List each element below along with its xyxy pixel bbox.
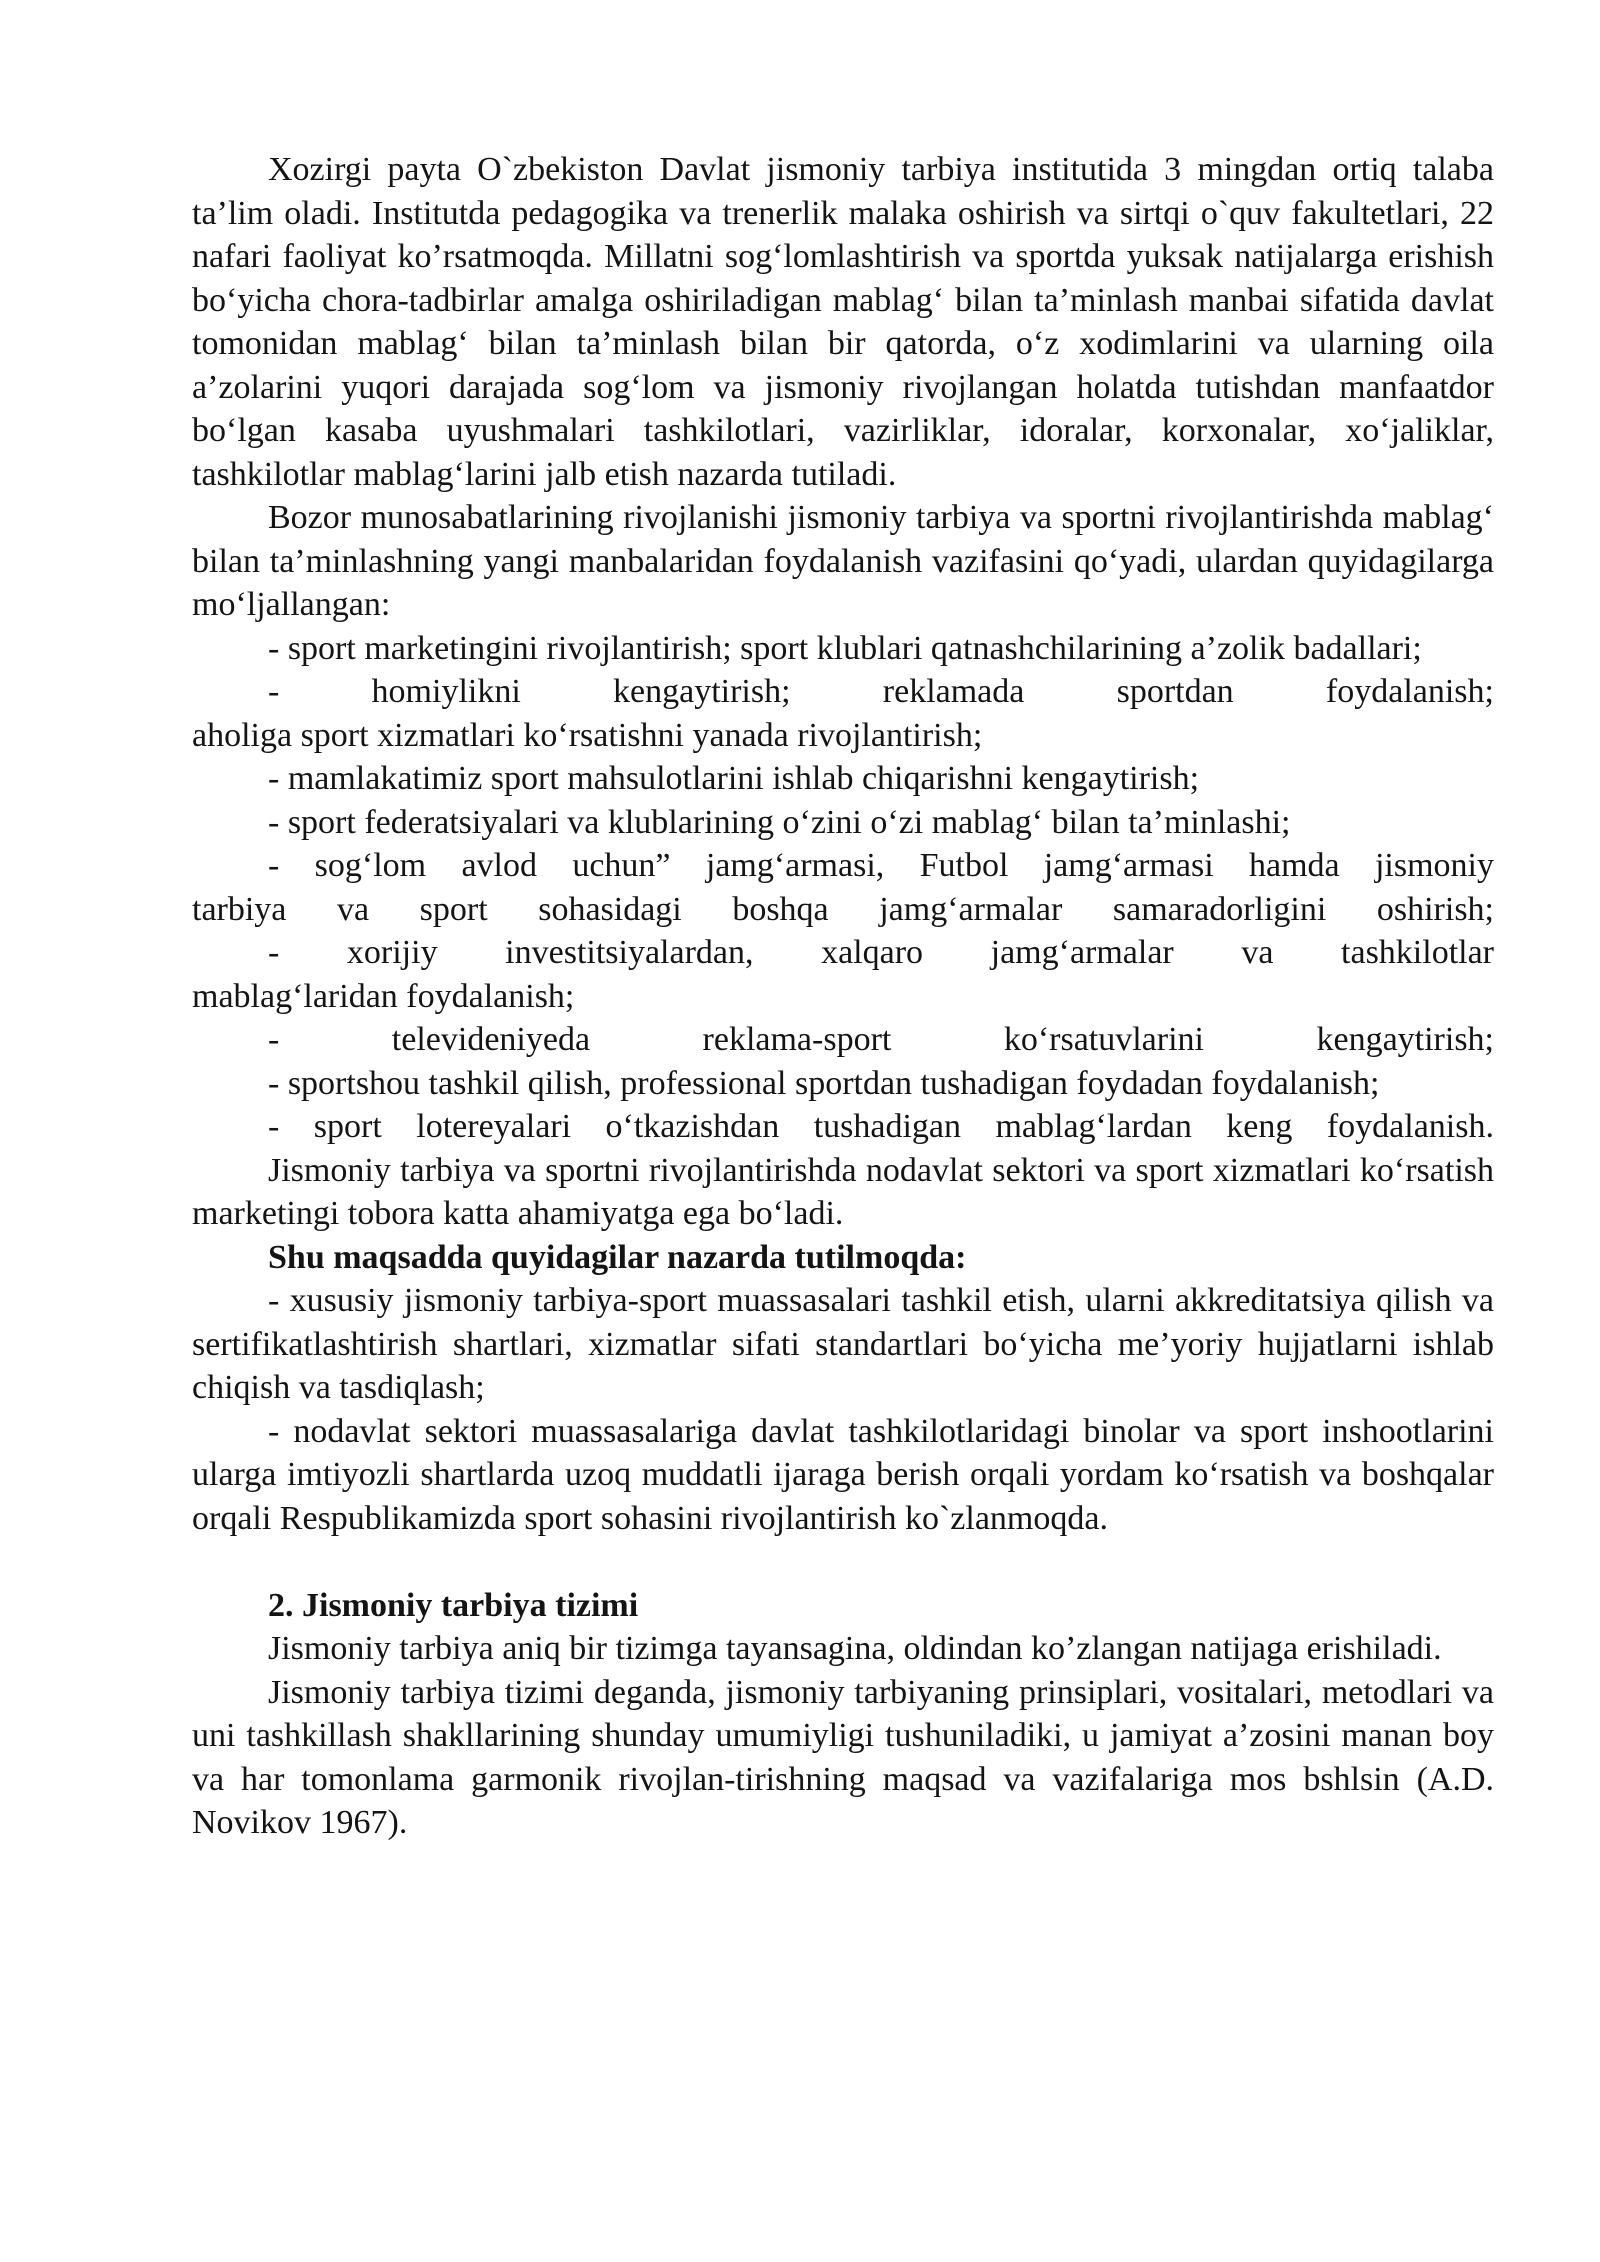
blank-line	[192, 1540, 1494, 1584]
paragraph-system-basis: Jismoniy tarbiya aniq bir tizimga tayansagina, oldindan ko’zlangan natijaga erishiladi.	[268, 1630, 1442, 1667]
list-item-lotteries: - sport lotereyalari o‘tkazishdan tushadigan mablag‘lardan keng foydalanish.	[268, 1108, 1494, 1145]
section-heading: 2. Jismoniy tarbiya tizimi	[268, 1586, 639, 1624]
paragraph-nonstate-support: - nodavlat sektori muassasalariga davlat tashkilotlaridagi binolar va sport inshootlarini ularga imtiyozli shartlarda uzoq muddatli ijaraga berish orqali yordam ko‘rsatish va boshqalar orqali Respublikamizda sport sohasini rivojlantirish ko`zlanmoqda.	[192, 1412, 1494, 1537]
list-item-television: - televideniyeda reklama-sport ko‘rsatuvlarini kengaytirish;	[268, 1021, 1494, 1058]
bold-statement: Shu maqsadda quyidagilar nazarda tutilmoqda:	[268, 1238, 967, 1276]
document-page	[192, 148, 1494, 1845]
paragraph-nonstate-sector: Jismoniy tarbiya va sportni rivojlantirishda nodavlat sektori va sport xizmatlari ko‘rsatish marketingi tobora katta ahamiyatga ega bo‘ladi.	[192, 1151, 1494, 1232]
list-item-foreign-investment: - xorijiy investitsiyalardan, xalqaro jamg‘armalar va tashkilotlar	[268, 934, 1494, 971]
list-item-sport-marketing: - sport marketingini rivojlantirish; sport klublari qatnashchilarining a’zolik badallari;	[268, 629, 1422, 667]
paragraph-system-definition: Jismoniy tarbiya tizimi deganda, jismoniy tarbiyaning prinsiplari, vositalari, metodlari va uni tashkillash shakllarining shunday umumiyligi tushuniladiki, u jamiyat a’zosini manan boy va har tomonlama garmonik rivojlan-tirishning maqsad va vazifalariga mos bshlsin (A.D. Novikov 1967).	[192, 1673, 1494, 1841]
paragraph-private-institutions: - xususiy jismoniy tarbiya-sport muassasalari tashkil etish, ularni akkreditatsiya qilish va sertifikatlashtirish shartlari, xizmatlar sifati standartlari bo‘yicha me’yoriy hujjatlarni ishlab chiqish va tasdiqlash;	[192, 1282, 1494, 1406]
paragraph-market-relations: Bozor munosabatlarining rivojlanishi jismoniy tarbiya va sportni rivojlantirishda mablag‘ bilan ta’minlashning yangi manbalaridan foydalanish vazifasini qo‘yadi, ulardan quyidagilarga mo‘ljallangan:	[192, 499, 1494, 623]
list-item-sport-products: - mamlakatimiz sport mahsulotlarini ishlab chiqarishni kengaytirish;	[268, 760, 1200, 797]
list-item-sponsorship: - homiylikni kengaytirish; reklamada sportdan foydalanish;	[268, 673, 1494, 710]
list-item-sportshow: - sportshou tashkil qilish, professional sportdan tushadigan foydadan foydalanish;	[268, 1064, 1380, 1102]
list-item-foundations-continued: tarbiya va sport sohasidagi boshqa jamg‘armalar samaradorligini oshirish;	[192, 890, 1494, 928]
paragraph-institute-overview: Xozirgi payta O`zbekiston Davlat jismoniy tarbiya institutida 3 mingdan ortiq talaba ta’lim oladi. Institutda pedagogika va trenerlik malaka oshirish va sirtqi o`quv fakultetlari, 22 nafari faoliyat ko’rsatmoqda. Millatni sog‘lomlashtirish va sportda yuksak natijalarga erishish bo‘yicha chora-tadbirlar amalga oshiriladigan mablag‘ bilan ta’minlash manbai sifatida davlat tomonidan mablag‘ bilan ta’minlash bilan bir qatorda, o‘z xodimlarini va ularning oila a’zolarini yuqori darajada sog‘lom va jismoniy rivojlangan holatda tutishdan manfaatdor bo‘lgan kasaba uyushmalari tashkilotlari, vazirliklar, idoralar, korxonalar, xo‘jaliklar, tashkilotlar mablag‘larini jalb etish nazarda tutiladi.	[192, 151, 1494, 493]
list-item-foreign-investment-continued: mablag‘laridan foydalanish;	[192, 977, 575, 1015]
list-item-foundations: - sog‘lom avlod uchun” jamg‘armasi, Futbol jamg‘armasi hamda jismoniy	[268, 847, 1494, 884]
list-item-federations: - sport federatsiyalari va klublarining o‘zini o‘zi mablag‘ bilan ta’minlashi;	[268, 803, 1291, 841]
list-item-sponsorship-continued: aholiga sport xizmatlari ko‘rsatishni yanada rivojlantirish;	[192, 716, 983, 754]
